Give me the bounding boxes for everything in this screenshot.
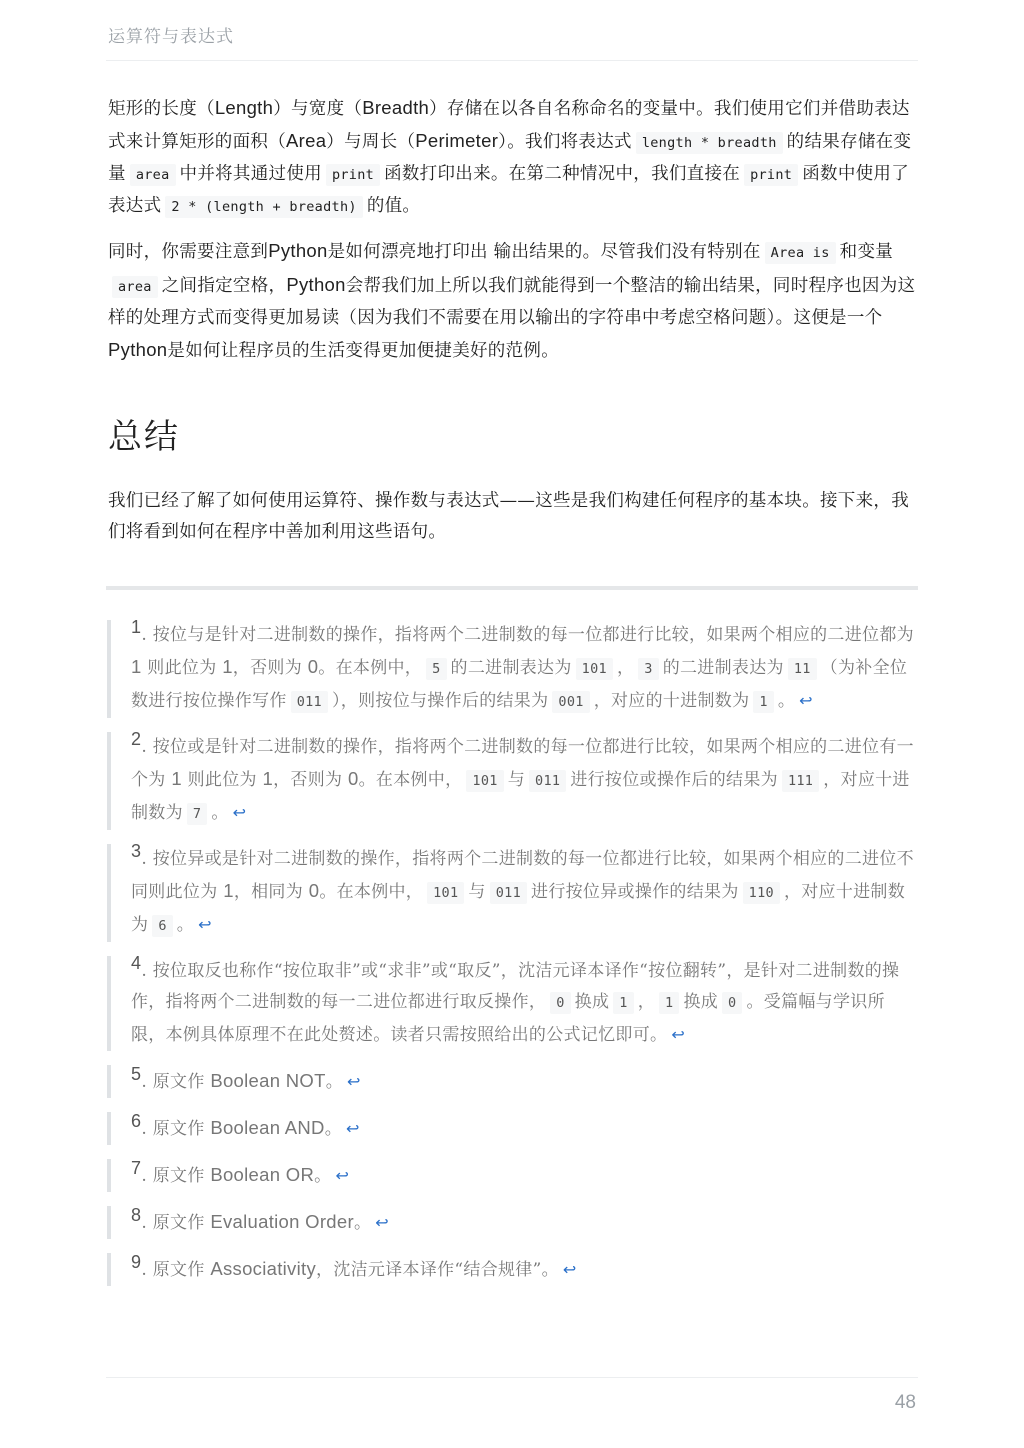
footnote-7 bbox=[107, 1159, 918, 1192]
digit: 1 bbox=[262, 768, 274, 789]
inline-code: 111 bbox=[782, 770, 819, 792]
inline-code: area bbox=[112, 276, 158, 298]
paragraph-python-output bbox=[108, 235, 918, 367]
text: 矩形的长度（ bbox=[108, 99, 215, 119]
footnote-1 bbox=[107, 617, 918, 718]
footnote-number: 5 bbox=[131, 1064, 142, 1084]
text: 函数中使用了表达式 bbox=[108, 164, 910, 216]
digit: 1 bbox=[222, 656, 233, 677]
text: 则此位为 bbox=[141, 658, 223, 678]
footnote-3 bbox=[107, 841, 918, 942]
footnote-5 bbox=[107, 1065, 918, 1098]
running-header: 运算符与表达式 bbox=[108, 27, 234, 47]
text: 会帮我们加上所以我们就能得到一个整洁的输出结果，同时程序也因为这样的处理方式而变得更加易读（因为我们不需要在用以输出的字符串中考虑空格问题）。这便是一个 bbox=[108, 276, 916, 328]
back-reference-link[interactable]: ↩ bbox=[671, 1025, 686, 1044]
footnote-4 bbox=[107, 953, 918, 1051]
term-python: Python bbox=[268, 240, 328, 261]
text: 。 bbox=[211, 803, 229, 823]
header-divider bbox=[106, 60, 918, 61]
text: . 按位异或是针对二进制数的操作，指将两个二进制数的每一位都进行比较，如果两个相应的二进位不同则此位为 bbox=[131, 849, 914, 902]
text: ， bbox=[637, 992, 655, 1012]
text: 的二进制表达为 bbox=[450, 658, 572, 678]
text: 换成 bbox=[683, 992, 719, 1012]
text: ，沈洁元译本译作“结合规律”。 bbox=[316, 1260, 559, 1280]
text: 。 bbox=[324, 1119, 343, 1139]
term-area: Area bbox=[286, 130, 327, 151]
text: 与 bbox=[507, 770, 526, 790]
footnote-8 bbox=[107, 1206, 918, 1239]
text: 。在本例中， bbox=[319, 882, 424, 902]
footnotes-divider bbox=[106, 586, 918, 590]
text: 同时，你需要注意到 bbox=[108, 242, 269, 262]
text: 的二进制表达为 bbox=[662, 658, 784, 678]
inline-code: length * breadth bbox=[636, 132, 783, 154]
text: 是如何让程序员的生活变得更加便捷美好的范例。 bbox=[167, 341, 560, 361]
back-reference-link[interactable]: ↩ bbox=[232, 803, 247, 822]
text: . 原文作 bbox=[141, 1072, 211, 1092]
digit: 0 bbox=[307, 656, 319, 677]
inline-code: 001 bbox=[552, 691, 589, 713]
text: . 按位取反也称作“按位取非”或“求非”或“取反”，沈洁元译本译作“按位翻转”，是针对二进制数的操作，指将两个二进制数的每一二进位都进行取反操作， bbox=[131, 961, 900, 1012]
footnote-number: 6 bbox=[131, 1111, 142, 1131]
text: ，否则为 bbox=[273, 770, 349, 790]
text: 。 bbox=[325, 1072, 344, 1092]
digit: 0 bbox=[308, 880, 320, 901]
text: 则此位为 bbox=[181, 770, 263, 790]
text: ）存储在以各自名称命名的变量中。我们使用它们并借助表达式来计算矩形的面积（ bbox=[108, 99, 910, 152]
inline-code: 5 bbox=[426, 658, 446, 680]
text: . 按位或是针对二进制数的操作，指将两个二进制数的每一位都进行比较，如果两个相应的二进位有一个为 bbox=[131, 737, 914, 790]
text: 。 bbox=[777, 691, 796, 711]
original-term: Associativity bbox=[210, 1258, 317, 1279]
footnotes-list bbox=[108, 617, 918, 1286]
text: . 原文作 bbox=[141, 1260, 211, 1280]
page-number: 48 bbox=[894, 1392, 916, 1413]
term-length: Length bbox=[214, 97, 274, 118]
text: 。受篇幅与学识所限，本例具体原理不在此处赘述。读者只需按照给出的公式记忆即可。 bbox=[131, 992, 885, 1045]
inline-code: 2 * (length + breadth) bbox=[165, 196, 362, 218]
text: 和变量 bbox=[839, 242, 894, 262]
footnote-number: 3 bbox=[131, 841, 142, 861]
original-term: Boolean OR bbox=[210, 1164, 315, 1185]
inline-code: Area is bbox=[765, 242, 836, 264]
text: ，相同为 bbox=[233, 882, 309, 902]
footer-divider bbox=[106, 1377, 918, 1378]
back-reference-link[interactable]: ↩ bbox=[347, 1072, 361, 1091]
back-reference-link[interactable]: ↩ bbox=[346, 1119, 360, 1138]
inline-code: 101 bbox=[427, 882, 464, 904]
back-reference-link[interactable]: ↩ bbox=[375, 1213, 389, 1232]
text: . 原文作 bbox=[141, 1213, 211, 1233]
digit: 1 bbox=[131, 656, 142, 677]
inline-code: area bbox=[130, 164, 176, 186]
original-term: Boolean AND bbox=[210, 1117, 325, 1138]
text: ，对应十进制数为 bbox=[131, 882, 906, 935]
text: 。 bbox=[176, 915, 195, 935]
inline-code: print bbox=[744, 164, 798, 186]
section-heading-summary: 总结 bbox=[108, 417, 180, 457]
term-perimeter: Perimeter bbox=[415, 130, 499, 151]
inline-code: 101 bbox=[576, 658, 613, 680]
inline-code: 011 bbox=[291, 691, 328, 713]
text: ，对应的十进制数为 bbox=[593, 691, 750, 711]
inline-code: 110 bbox=[743, 882, 780, 904]
inline-code: 6 bbox=[152, 915, 172, 937]
footnote-number: 8 bbox=[131, 1205, 142, 1225]
text: . 原文作 bbox=[141, 1166, 211, 1186]
text: ），则按位与操作后的结果为 bbox=[332, 691, 549, 711]
inline-code: 0 bbox=[722, 992, 742, 1014]
footnote-number: 9 bbox=[131, 1252, 142, 1272]
text: 是如何漂亮地打印出 输出结果的。尽管我们没有特别在 bbox=[327, 242, 761, 262]
digit: 1 bbox=[223, 880, 234, 901]
text: . 按位与是针对二进制数的操作，指将两个二进制数的每一位都进行比较，如果两个相应的二进位都为 bbox=[141, 625, 914, 645]
text: （为补全位数进行按位操作写作 bbox=[131, 658, 908, 711]
text: 进行按位异或操作的结果为 bbox=[531, 882, 739, 902]
footnote-number: 2 bbox=[131, 729, 142, 749]
inline-code: 11 bbox=[788, 658, 817, 680]
back-reference-link[interactable]: ↩ bbox=[335, 1166, 350, 1185]
page-content bbox=[108, 92, 918, 1300]
digit: 1 bbox=[171, 768, 182, 789]
footnote-6 bbox=[107, 1112, 918, 1145]
inline-code: 1 bbox=[613, 992, 633, 1014]
back-reference-link[interactable]: ↩ bbox=[562, 1260, 577, 1279]
inline-code: 011 bbox=[490, 882, 527, 904]
inline-code: 1 bbox=[659, 992, 679, 1014]
text: 与 bbox=[468, 882, 486, 902]
text: 之间指定空格， bbox=[161, 276, 287, 296]
text: 。 bbox=[314, 1166, 332, 1186]
text: 中并将其通过使用 bbox=[179, 164, 322, 184]
text: ）与周长（ bbox=[326, 132, 416, 152]
text: ， bbox=[616, 658, 635, 678]
term-python: Python bbox=[108, 339, 168, 360]
text: . 原文作 bbox=[141, 1119, 211, 1139]
term-python: Python bbox=[286, 274, 346, 295]
original-term: Evaluation Order bbox=[210, 1211, 354, 1232]
term-breadth: Breadth bbox=[362, 97, 430, 118]
text: ）。我们将表达式 bbox=[498, 132, 632, 152]
footnote-number: 7 bbox=[131, 1158, 142, 1178]
back-reference-link[interactable]: ↩ bbox=[799, 691, 813, 710]
footnote-9 bbox=[107, 1253, 918, 1286]
text: 的值。 bbox=[366, 196, 421, 216]
text: ，对应十进制数为 bbox=[131, 770, 910, 823]
inline-code: print bbox=[326, 164, 380, 186]
footnote-2 bbox=[107, 729, 918, 830]
inline-code: 7 bbox=[187, 803, 207, 825]
text: 。在本例中， bbox=[318, 658, 423, 678]
text: 函数打印出来。在第二种情况中，我们直接在 bbox=[384, 164, 741, 184]
inline-code: 011 bbox=[529, 770, 566, 792]
text: 进行按位或操作后的结果为 bbox=[570, 770, 778, 790]
text: ）与宽度（ bbox=[273, 99, 363, 119]
text: 。 bbox=[353, 1213, 372, 1233]
text: 换成 bbox=[574, 992, 610, 1012]
text: 。在本例中， bbox=[358, 770, 463, 790]
inline-code: 101 bbox=[466, 770, 503, 792]
digit: 0 bbox=[348, 768, 359, 789]
paragraph-summary: 我们已经了解了如何使用运算符、操作数与表达式——这些是我们构建任何程序的基本块。接下来，我们将看到如何在程序中善加利用这些语句。 bbox=[108, 491, 909, 542]
paragraph-rectangle-explanation bbox=[108, 92, 918, 223]
text: ，否则为 bbox=[232, 658, 308, 678]
footnote-number: 1 bbox=[131, 617, 142, 637]
inline-code: 3 bbox=[638, 658, 658, 680]
footnote-number: 4 bbox=[131, 953, 142, 973]
original-term: Boolean NOT bbox=[210, 1070, 326, 1091]
inline-code: 1 bbox=[753, 691, 773, 713]
text: 的结果存储在变量 bbox=[108, 132, 912, 184]
inline-code: 0 bbox=[550, 992, 570, 1014]
back-reference-link[interactable]: ↩ bbox=[198, 915, 212, 934]
